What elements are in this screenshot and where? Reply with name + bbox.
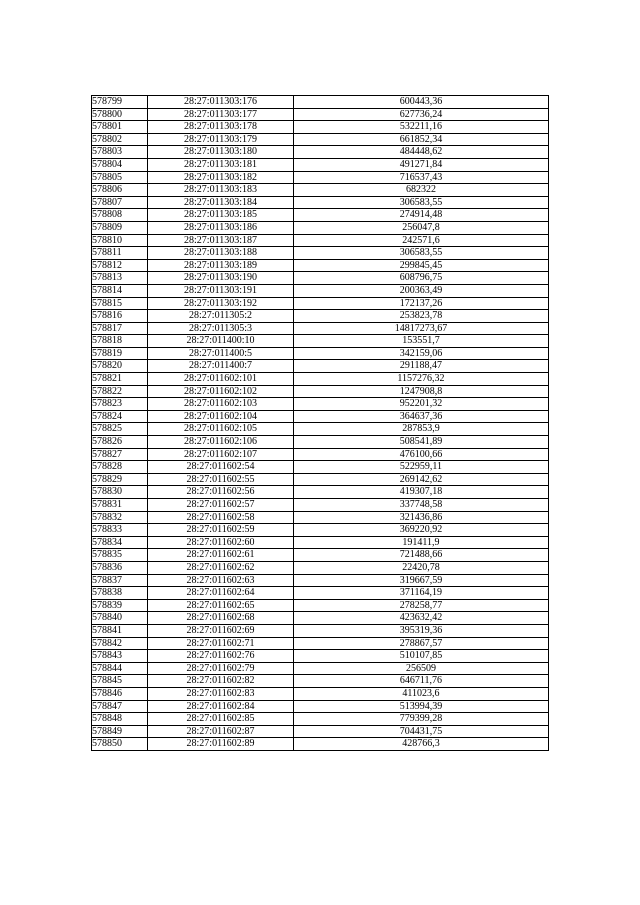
table-row bbox=[92, 196, 549, 209]
table-row bbox=[92, 662, 549, 675]
table-row bbox=[92, 675, 549, 688]
cadastral-number-cell: 28:27:011303:184 bbox=[148, 196, 294, 209]
cadastral-value-cell: 291188,47 bbox=[294, 360, 549, 373]
record-number-cell: 578832 bbox=[92, 511, 148, 524]
record-number-cell: 578808 bbox=[92, 209, 148, 222]
cadastral-value-cell: 952201,32 bbox=[294, 398, 549, 411]
cadastral-number-cell: 28:27:011602:55 bbox=[148, 473, 294, 486]
record-number-cell: 578818 bbox=[92, 335, 148, 348]
cadastral-number-cell: 28:27:011303:188 bbox=[148, 247, 294, 260]
cadastral-value-cell: 522959,11 bbox=[294, 461, 549, 474]
record-number-cell: 578816 bbox=[92, 310, 148, 323]
table-body bbox=[92, 96, 549, 751]
cadastral-number-cell: 28:27:011602:68 bbox=[148, 612, 294, 625]
record-number-cell: 578807 bbox=[92, 196, 148, 209]
record-number-cell: 578829 bbox=[92, 473, 148, 486]
cadastral-number-cell: 28:27:011602:101 bbox=[148, 373, 294, 386]
cadastral-number-cell: 28:27:011602:71 bbox=[148, 637, 294, 650]
cadastral-value-cell: 256509 bbox=[294, 662, 549, 675]
record-number-cell: 578824 bbox=[92, 410, 148, 423]
record-number-cell: 578846 bbox=[92, 687, 148, 700]
cadastral-number-cell: 28:27:011305:2 bbox=[148, 310, 294, 323]
table-row bbox=[92, 121, 549, 134]
cadastral-number-cell: 28:27:011602:57 bbox=[148, 499, 294, 512]
record-number-cell: 578835 bbox=[92, 549, 148, 562]
table-row bbox=[92, 486, 549, 499]
table-row bbox=[92, 637, 549, 650]
cadastral-value-cell: 191411,9 bbox=[294, 536, 549, 549]
record-number-cell: 578823 bbox=[92, 398, 148, 411]
cadastral-number-cell: 28:27:011400:7 bbox=[148, 360, 294, 373]
cadastral-value-cell: 1247908,8 bbox=[294, 385, 549, 398]
table-row bbox=[92, 511, 549, 524]
cadastral-number-cell: 28:27:011303:192 bbox=[148, 297, 294, 310]
cadastral-value-cell: 716537,43 bbox=[294, 171, 549, 184]
table-row bbox=[92, 297, 549, 310]
cadastral-number-cell: 28:27:011602:64 bbox=[148, 587, 294, 600]
cadastral-number-cell: 28:27:011602:87 bbox=[148, 725, 294, 738]
table-row bbox=[92, 599, 549, 612]
record-number-cell: 578841 bbox=[92, 624, 148, 637]
table-row bbox=[92, 687, 549, 700]
cadastral-number-cell: 28:27:011303:186 bbox=[148, 221, 294, 234]
record-number-cell: 578837 bbox=[92, 574, 148, 587]
table-row bbox=[92, 335, 549, 348]
table-row bbox=[92, 259, 549, 272]
cadastral-number-cell: 28:27:011602:105 bbox=[148, 423, 294, 436]
record-number-cell: 578815 bbox=[92, 297, 148, 310]
cadastral-number-cell: 28:27:011602:103 bbox=[148, 398, 294, 411]
cadastral-value-cell: 395319,36 bbox=[294, 624, 549, 637]
cadastral-value-cell: 153551,7 bbox=[294, 335, 549, 348]
record-number-cell: 578801 bbox=[92, 121, 148, 134]
cadastral-number-cell: 28:27:011305:3 bbox=[148, 322, 294, 335]
cadastral-value-cell: 508541,89 bbox=[294, 436, 549, 449]
cadastral-number-cell: 28:27:011602:69 bbox=[148, 624, 294, 637]
table-row bbox=[92, 461, 549, 474]
record-number-cell: 578825 bbox=[92, 423, 148, 436]
cadastral-value-cell: 306583,55 bbox=[294, 196, 549, 209]
cadastral-value-cell: 337748,58 bbox=[294, 499, 549, 512]
record-number-cell: 578813 bbox=[92, 272, 148, 285]
record-number-cell: 578817 bbox=[92, 322, 148, 335]
record-number-cell: 578803 bbox=[92, 146, 148, 159]
table-row bbox=[92, 221, 549, 234]
table-row bbox=[92, 146, 549, 159]
table-row bbox=[92, 624, 549, 637]
cadastral-number-cell: 28:27:011303:180 bbox=[148, 146, 294, 159]
record-number-cell: 578822 bbox=[92, 385, 148, 398]
record-number-cell: 578830 bbox=[92, 486, 148, 499]
cadastral-value-cell: 364637,36 bbox=[294, 410, 549, 423]
cadastral-value-cell: 423632,42 bbox=[294, 612, 549, 625]
cadastral-value-cell: 513994,39 bbox=[294, 700, 549, 713]
table-row bbox=[92, 171, 549, 184]
cadastral-value-cell: 704431,75 bbox=[294, 725, 549, 738]
table-row bbox=[92, 738, 549, 751]
cadastral-value-cell: 278867,57 bbox=[294, 637, 549, 650]
table-row bbox=[92, 612, 549, 625]
table-row bbox=[92, 448, 549, 461]
table-row bbox=[92, 310, 549, 323]
record-number-cell: 578828 bbox=[92, 461, 148, 474]
record-number-cell: 578802 bbox=[92, 133, 148, 146]
table-row bbox=[92, 499, 549, 512]
table-row bbox=[92, 133, 549, 146]
record-number-cell: 578831 bbox=[92, 499, 148, 512]
table-row bbox=[92, 650, 549, 663]
record-number-cell: 578820 bbox=[92, 360, 148, 373]
record-number-cell: 578799 bbox=[92, 96, 148, 109]
cadastral-number-cell: 28:27:011303:185 bbox=[148, 209, 294, 222]
record-number-cell: 578805 bbox=[92, 171, 148, 184]
table-row bbox=[92, 284, 549, 297]
cadastral-value-cell: 22420,78 bbox=[294, 561, 549, 574]
cadastral-value-cell: 321436,86 bbox=[294, 511, 549, 524]
table-row bbox=[92, 373, 549, 386]
cadastral-value-cell: 319667,59 bbox=[294, 574, 549, 587]
record-number-cell: 578838 bbox=[92, 587, 148, 600]
record-number-cell: 578842 bbox=[92, 637, 148, 650]
cadastral-value-cell: 287853,9 bbox=[294, 423, 549, 436]
cadastral-number-cell: 28:27:011602:102 bbox=[148, 385, 294, 398]
table-row bbox=[92, 587, 549, 600]
cadastral-value-cell: 661852,34 bbox=[294, 133, 549, 146]
cadastral-number-cell: 28:27:011303:176 bbox=[148, 96, 294, 109]
table-row bbox=[92, 574, 549, 587]
record-number-cell: 578819 bbox=[92, 347, 148, 360]
record-number-cell: 578827 bbox=[92, 448, 148, 461]
record-number-cell: 578849 bbox=[92, 725, 148, 738]
cadastral-value-cell: 646711,76 bbox=[294, 675, 549, 688]
cadastral-value-cell: 608796,75 bbox=[294, 272, 549, 285]
record-number-cell: 578809 bbox=[92, 221, 148, 234]
cadastral-number-cell: 28:27:011602:60 bbox=[148, 536, 294, 549]
cadastral-number-cell: 28:27:011602:104 bbox=[148, 410, 294, 423]
record-number-cell: 578821 bbox=[92, 373, 148, 386]
table-row bbox=[92, 436, 549, 449]
cadastral-number-cell: 28:27:011303:187 bbox=[148, 234, 294, 247]
table-row bbox=[92, 410, 549, 423]
record-number-cell: 578839 bbox=[92, 599, 148, 612]
cadastral-number-cell: 28:27:011602:83 bbox=[148, 687, 294, 700]
cadastral-value-cell: 779399,28 bbox=[294, 713, 549, 726]
cadastral-value-cell: 200363,49 bbox=[294, 284, 549, 297]
cadastral-number-cell: 28:27:011602:54 bbox=[148, 461, 294, 474]
cadastral-value-cell: 253823,78 bbox=[294, 310, 549, 323]
cadastral-number-cell: 28:27:011602:106 bbox=[148, 436, 294, 449]
table-row bbox=[92, 209, 549, 222]
cadastral-value-cell: 14817273,67 bbox=[294, 322, 549, 335]
table-row bbox=[92, 234, 549, 247]
cadastral-number-cell: 28:27:011602:82 bbox=[148, 675, 294, 688]
cadastral-number-cell: 28:27:011303:178 bbox=[148, 121, 294, 134]
cadastral-number-cell: 28:27:011602:61 bbox=[148, 549, 294, 562]
cadastral-value-cell: 510107,85 bbox=[294, 650, 549, 663]
cadastral-number-cell: 28:27:011602:65 bbox=[148, 599, 294, 612]
cadastral-number-cell: 28:27:011303:191 bbox=[148, 284, 294, 297]
record-number-cell: 578800 bbox=[92, 108, 148, 121]
record-number-cell: 578843 bbox=[92, 650, 148, 663]
cadastral-value-cell: 491271,84 bbox=[294, 158, 549, 171]
cadastral-number-cell: 28:27:011303:189 bbox=[148, 259, 294, 272]
cadastral-value-cell: 721488,66 bbox=[294, 549, 549, 562]
cadastral-value-cell: 369220,92 bbox=[294, 524, 549, 537]
table-row bbox=[92, 561, 549, 574]
table-row bbox=[92, 549, 549, 562]
record-number-cell: 578812 bbox=[92, 259, 148, 272]
cadastral-number-cell: 28:27:011303:179 bbox=[148, 133, 294, 146]
table-row bbox=[92, 347, 549, 360]
cadastral-value-cell: 371164,19 bbox=[294, 587, 549, 600]
table-row bbox=[92, 385, 549, 398]
table-row bbox=[92, 322, 549, 335]
cadastral-value-cell: 256047,8 bbox=[294, 221, 549, 234]
cadastral-number-cell: 28:27:011602:89 bbox=[148, 738, 294, 751]
record-number-cell: 578850 bbox=[92, 738, 148, 751]
record-number-cell: 578847 bbox=[92, 700, 148, 713]
cadastral-value-cell: 278258,77 bbox=[294, 599, 549, 612]
record-number-cell: 578840 bbox=[92, 612, 148, 625]
cadastral-value-cell: 172137,26 bbox=[294, 297, 549, 310]
record-number-cell: 578810 bbox=[92, 234, 148, 247]
table-row bbox=[92, 96, 549, 109]
record-number-cell: 578845 bbox=[92, 675, 148, 688]
cadastral-number-cell: 28:27:011303:190 bbox=[148, 272, 294, 285]
table-row bbox=[92, 184, 549, 197]
table-row bbox=[92, 272, 549, 285]
record-number-cell: 578826 bbox=[92, 436, 148, 449]
table-row bbox=[92, 536, 549, 549]
cadastral-value-cell: 627736,24 bbox=[294, 108, 549, 121]
cadastral-number-cell: 28:27:011602:62 bbox=[148, 561, 294, 574]
record-number-cell: 578806 bbox=[92, 184, 148, 197]
cadastral-value-cell: 419307,18 bbox=[294, 486, 549, 499]
cadastral-value-table bbox=[91, 95, 549, 751]
table-row bbox=[92, 158, 549, 171]
cadastral-value-cell: 299845,45 bbox=[294, 259, 549, 272]
record-number-cell: 578814 bbox=[92, 284, 148, 297]
table-row bbox=[92, 108, 549, 121]
cadastral-number-cell: 28:27:011400:10 bbox=[148, 335, 294, 348]
cadastral-value-cell: 532211,16 bbox=[294, 121, 549, 134]
cadastral-number-cell: 28:27:011602:84 bbox=[148, 700, 294, 713]
record-number-cell: 578848 bbox=[92, 713, 148, 726]
table-row bbox=[92, 398, 549, 411]
cadastral-value-cell: 682322 bbox=[294, 184, 549, 197]
cadastral-number-cell: 28:27:011602:107 bbox=[148, 448, 294, 461]
cadastral-value-cell: 306583,55 bbox=[294, 247, 549, 260]
cadastral-number-cell: 28:27:011303:182 bbox=[148, 171, 294, 184]
table-row bbox=[92, 524, 549, 537]
cadastral-number-cell: 28:27:011303:181 bbox=[148, 158, 294, 171]
table-row bbox=[92, 423, 549, 436]
record-number-cell: 578811 bbox=[92, 247, 148, 260]
cadastral-value-cell: 342159,06 bbox=[294, 347, 549, 360]
record-number-cell: 578833 bbox=[92, 524, 148, 537]
cadastral-number-cell: 28:27:011602:85 bbox=[148, 713, 294, 726]
table-row bbox=[92, 713, 549, 726]
cadastral-value-cell: 274914,48 bbox=[294, 209, 549, 222]
record-number-cell: 578834 bbox=[92, 536, 148, 549]
table-row bbox=[92, 247, 549, 260]
cadastral-value-cell: 476100,66 bbox=[294, 448, 549, 461]
cadastral-number-cell: 28:27:011602:63 bbox=[148, 574, 294, 587]
cadastral-number-cell: 28:27:011602:59 bbox=[148, 524, 294, 537]
cadastral-number-cell: 28:27:011303:177 bbox=[148, 108, 294, 121]
cadastral-value-cell: 269142,62 bbox=[294, 473, 549, 486]
cadastral-value-cell: 1157276,32 bbox=[294, 373, 549, 386]
cadastral-number-cell: 28:27:011602:76 bbox=[148, 650, 294, 663]
cadastral-number-cell: 28:27:011602:58 bbox=[148, 511, 294, 524]
cadastral-value-cell: 242571,6 bbox=[294, 234, 549, 247]
record-number-cell: 578844 bbox=[92, 662, 148, 675]
cadastral-number-cell: 28:27:011303:183 bbox=[148, 184, 294, 197]
cadastral-value-cell: 411023,6 bbox=[294, 687, 549, 700]
cadastral-number-cell: 28:27:011602:56 bbox=[148, 486, 294, 499]
record-number-cell: 578836 bbox=[92, 561, 148, 574]
table-row bbox=[92, 360, 549, 373]
cadastral-value-cell: 428766,3 bbox=[294, 738, 549, 751]
table-row bbox=[92, 473, 549, 486]
cadastral-value-cell: 484448,62 bbox=[294, 146, 549, 159]
cadastral-number-cell: 28:27:011400:5 bbox=[148, 347, 294, 360]
table-row bbox=[92, 725, 549, 738]
cadastral-number-cell: 28:27:011602:79 bbox=[148, 662, 294, 675]
cadastral-value-cell: 600443,36 bbox=[294, 96, 549, 109]
record-number-cell: 578804 bbox=[92, 158, 148, 171]
table-row bbox=[92, 700, 549, 713]
